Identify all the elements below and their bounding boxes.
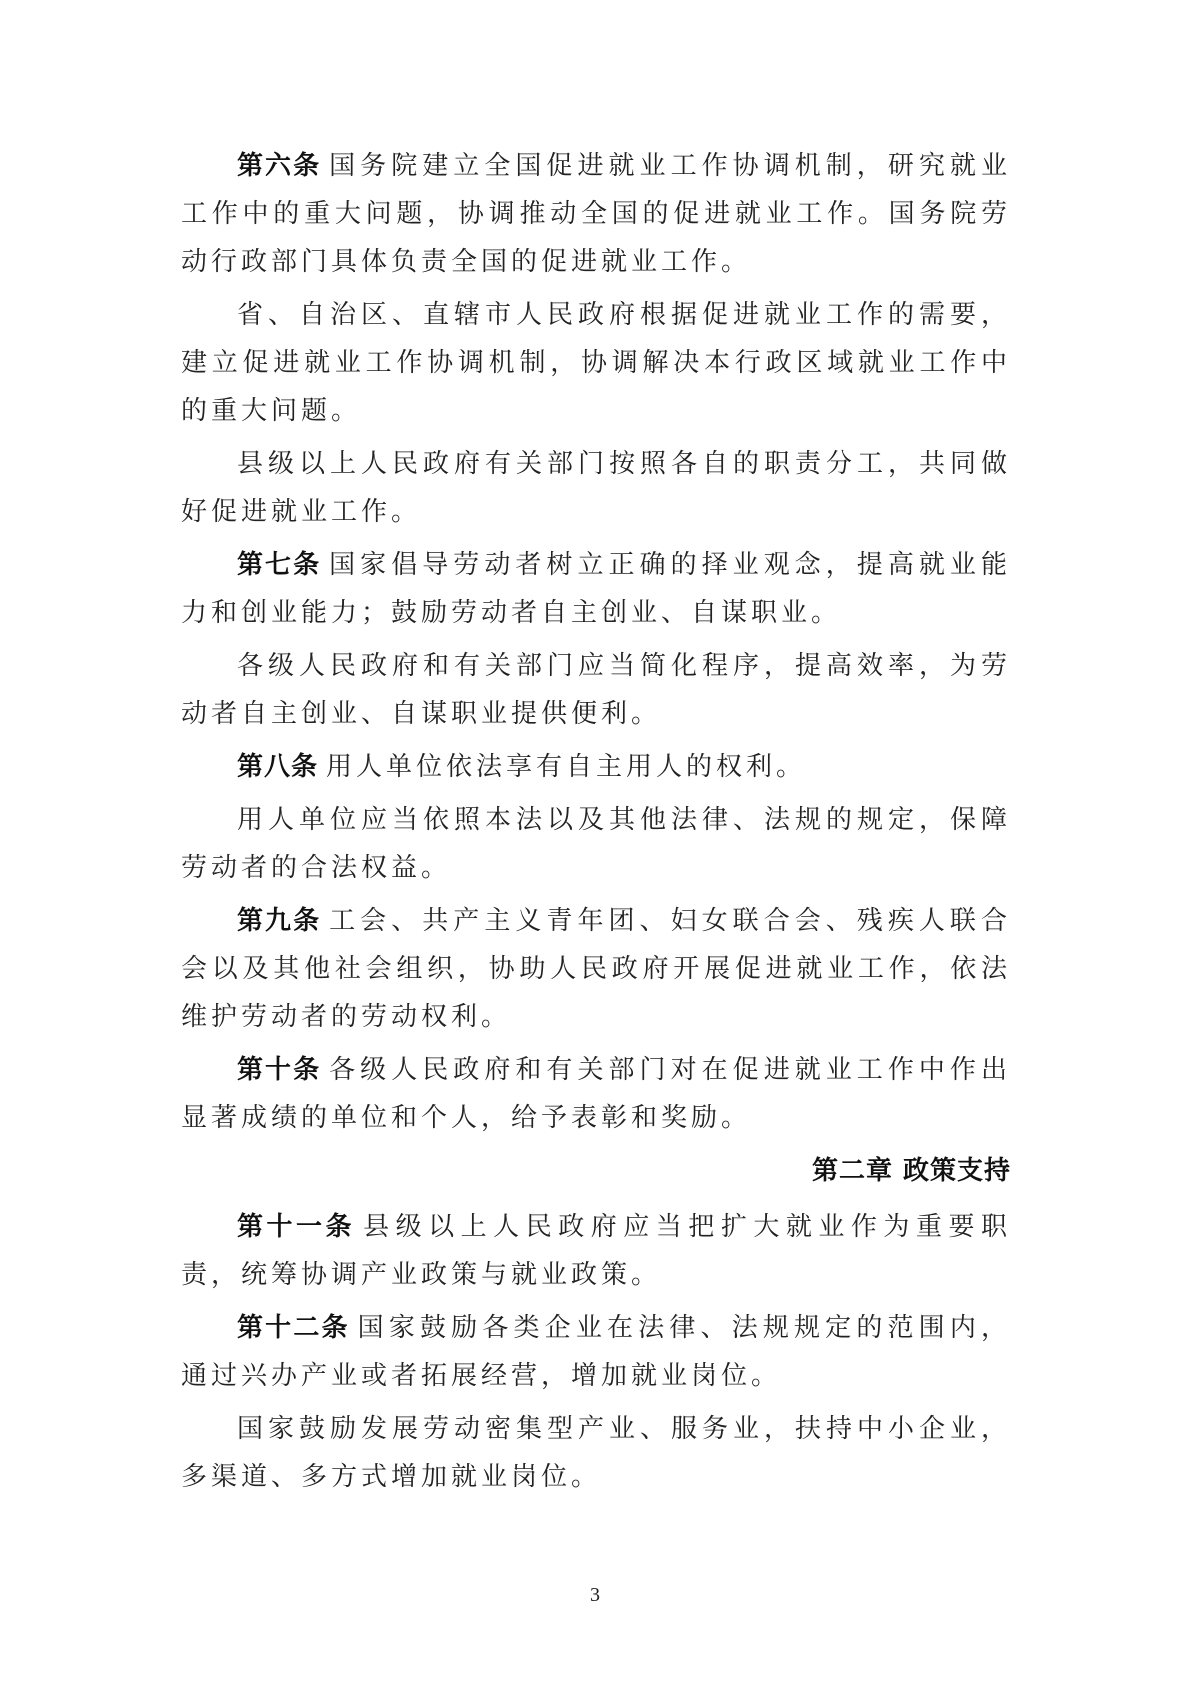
paragraph (181, 897, 1011, 1041)
paragraph-text: 工会、共产主义青年团、妇女联合会、残疾人联合会以及其他社会组织，协助人民政府开展促进就业工作，依法维护劳动者的劳动权利。 (181, 906, 1011, 1032)
paragraph (181, 1203, 1011, 1299)
page-number: 3 (590, 1584, 600, 1606)
paragraph-text: 国务院建立全国促进就业工作协调机制，研究就业工作中的重大问题，协调推动全国的促进就业工作。国务院劳动行政部门具体负责全国的促进就业工作。 (181, 151, 1011, 277)
paragraph-text: 县级以上人民政府应当把扩大就业作为重要职责，统筹协调产业政策与就业政策。 (181, 1212, 1011, 1290)
article-number: 第十二条 (237, 1313, 350, 1343)
chapter-heading: 第二章 政策支持 (811, 1156, 1011, 1186)
paragraph-text: 各级人民政府和有关部门对在促进就业工作中作出显著成绩的单位和个人，给予表彰和奖励。 (181, 1055, 1011, 1133)
paragraph-text: 用人单位依法享有自主用人的权利。 (326, 752, 807, 782)
paragraph-text: 各级人民政府和有关部门应当简化程序，提高效率，为劳动者自主创业、自谋职业提供便利。 (181, 651, 1011, 729)
document-body (181, 142, 1011, 1506)
paragraph-text: 国家鼓励发展劳动密集型产业、服务业，扶持中小企业，多渠道、多方式增加就业岗位。 (181, 1414, 1011, 1492)
article-number: 第十条 (237, 1055, 322, 1085)
paragraph-text: 省、自治区、直辖市人民政府根据促进就业工作的需要，建立促进就业工作协调机制，协调解决本行政区域就业工作中的重大问题。 (181, 300, 1011, 426)
article-number: 第七条 (237, 550, 322, 580)
paragraph (181, 642, 1011, 738)
paragraph (181, 1405, 1011, 1501)
paragraph (181, 291, 1011, 435)
paragraph (181, 796, 1011, 892)
article-number: 第十一条 (237, 1212, 356, 1242)
paragraph (181, 440, 1011, 536)
paragraph (181, 541, 1011, 637)
paragraph (181, 142, 1011, 286)
paragraph-text: 国家倡导劳动者树立正确的择业观念，提高就业能力和创业能力；鼓励劳动者自主创业、自谋职业。 (181, 550, 1011, 628)
paragraph-text: 用人单位应当依照本法以及其他法律、法规的规定，保障劳动者的合法权益。 (181, 805, 1011, 883)
paragraph-text: 县级以上人民政府有关部门按照各自的职责分工，共同做好促进就业工作。 (181, 449, 1011, 527)
paragraph-text: 国家鼓励各类企业在法律、法规规定的范围内，通过兴办产业或者拓展经营，增加就业岗位。 (181, 1313, 1011, 1391)
article-number: 第八条 (237, 752, 319, 782)
article-number: 第九条 (237, 906, 322, 936)
paragraph (181, 1046, 1011, 1142)
paragraph (181, 1304, 1011, 1400)
paragraph (181, 743, 1011, 791)
article-number: 第六条 (237, 151, 322, 181)
